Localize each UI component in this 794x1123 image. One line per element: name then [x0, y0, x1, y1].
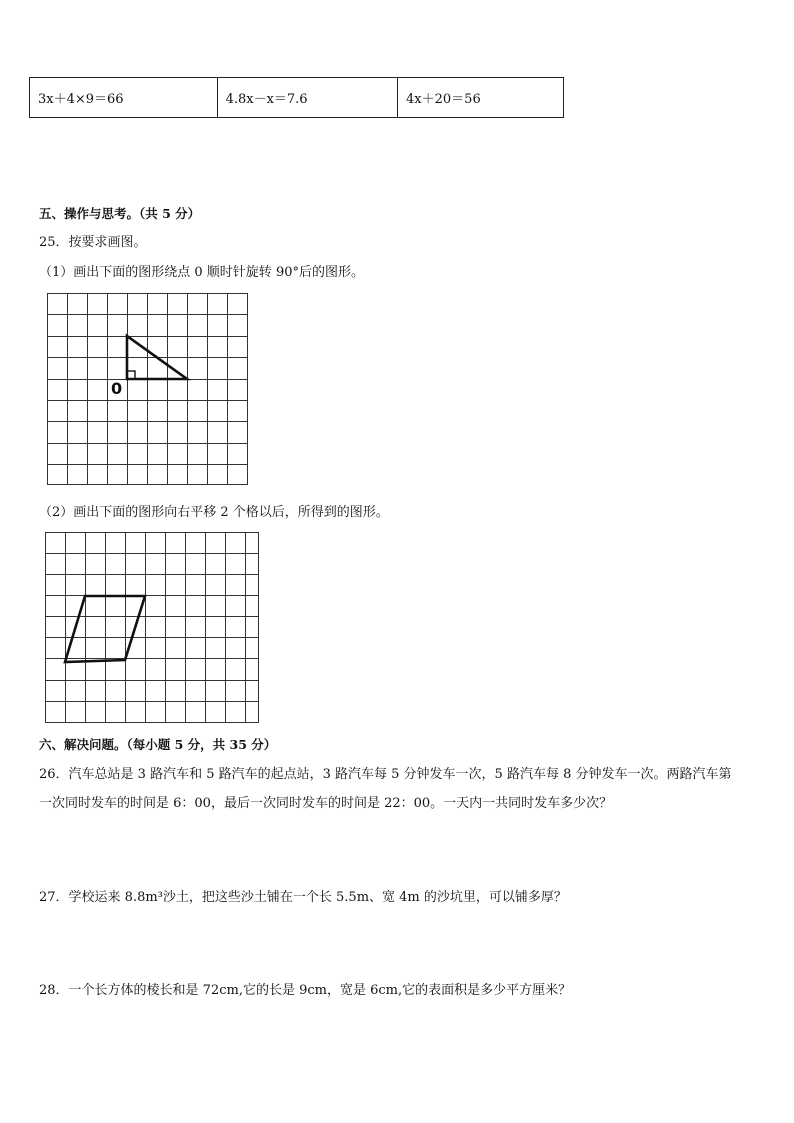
- section-5-heading: 五、操作与思考。（共 5 分）: [39, 206, 201, 221]
- equation-cell: 4x＋20＝56: [398, 78, 564, 118]
- question-25-part-2: （2）画出下面的图形向右平移 2 个格以后，所得到的图形。: [39, 505, 389, 520]
- rotation-grid: [47, 293, 249, 486]
- section-6-heading: 六、解决问题。（每小题 5 分，共 35 分）: [39, 737, 277, 752]
- question-28: 28．一个长方体的棱长和是 72cm,它的长是 9cm，宽是 6cm,它的表面积是多少平方厘米？: [39, 983, 572, 998]
- equation-cell: 3x＋4×9＝66: [30, 78, 218, 118]
- question-25: 25．按要求画图。: [39, 235, 147, 250]
- translation-grid: [45, 532, 259, 724]
- equation-table: [29, 77, 564, 118]
- equation-cell: 4.8x－x＝7.6: [217, 78, 397, 118]
- point-o-label: 0: [111, 379, 123, 398]
- question-26-line-1: 26．汽车总站是 3 路汽车和 5 路汽车的起点站，3 路汽车每 5 分钟发车一次，5 路汽车每 8 分钟发车一次。两路汽车第: [39, 767, 732, 782]
- question-25-part-1: （1）画出下面的图形绕点 0 顺时针旋转 90°后的图形。: [39, 265, 364, 280]
- question-26-line-2: 一次同时发车的时间是 6：00，最后一次同时发车的时间是 22：00。一天内一共同时发车多少次？: [39, 796, 613, 811]
- question-27: 27．学校运来 8.8m³沙土，把这些沙土铺在一个长 5.5m、宽 4m 的沙坑里，可以铺多厚？: [39, 890, 567, 905]
